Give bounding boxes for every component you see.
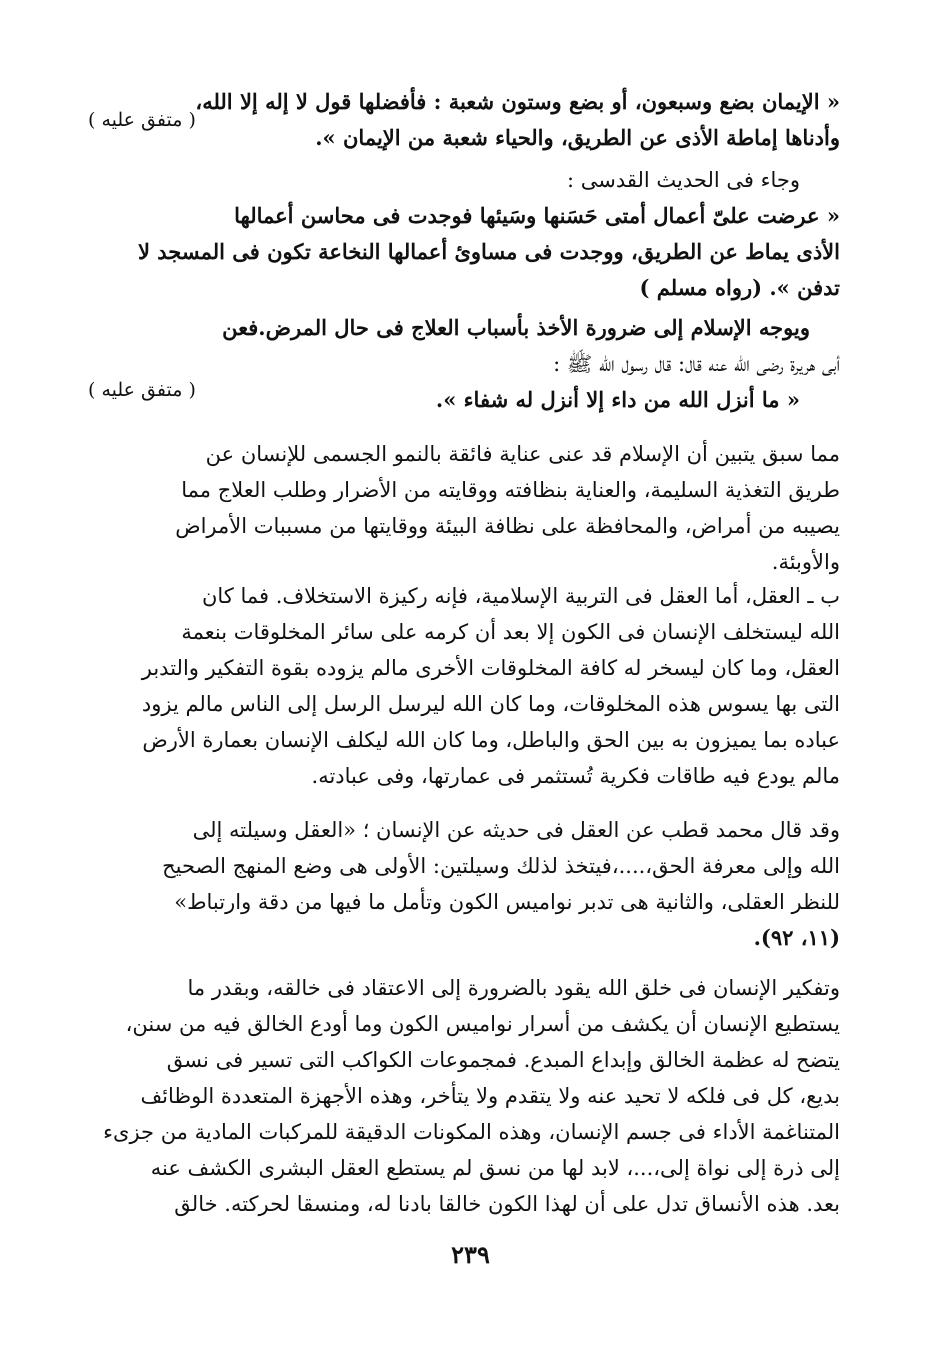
qudsi-line-2: الأذى يماط عن الطريق، ووجدت فى مساوئ أعمالها النخاعة تكون فى المسجد لا (137, 239, 840, 264)
hadith-faith-reference: ( متفق عليه ) (88, 109, 196, 131)
thinking-block (88, 970, 840, 1222)
medicine-line-1: ويوجه الإسلام إلى ضرورة الأخذ بأسباب العلاج فى حال المرض.فعن (222, 315, 810, 340)
qutb-citation: (١١، ٩٢). (753, 925, 840, 950)
qudsi-line-1: « عرضت علىّ أعمال أمتى حَسَنها وسَيئها فوجدت فى محاسن أعمالها (234, 203, 840, 228)
medicine-reference: ( متفق عليه ) (88, 379, 196, 401)
medicine-block (88, 310, 840, 418)
thinking-line-3: يتضح له عظمة الخالق وإبداع المبدع. فمجموعات الكواكب التى تسير فى نسق (166, 1048, 840, 1072)
hadith-faith-row-2 (88, 109, 840, 156)
thinking-line-6: إلى ذرة إلى نواة إلى،...، لابد لها من نسق لم يستطع العقل البشرى الكشف عنه (150, 1156, 840, 1180)
page-number: ٢٣٩ (451, 1240, 490, 1269)
mind-line-2: الله ليستخلف الإنسان فى الكون إلا بعد أن كرمه على سائر المخلوقات بنعمة (181, 620, 840, 644)
summary-line-4: والأوبئة. (771, 550, 840, 574)
hadith-faith-line-1: « الإيمان بضع وسبعون، أو بضع وستون شعبة : فأفضلها قول لا إله إلا الله، (195, 89, 840, 114)
summary-block (88, 436, 840, 580)
mind-line-5: عباده بما يميزون به بين الحق والباطل، وما كان الله ليكلف الإنسان بعمارة الأرض (142, 728, 840, 752)
qudsi-intro: وجاء فى الحديث القدسى : (567, 168, 800, 192)
qudsi-hadith-block (88, 162, 840, 306)
thinking-line-1: وتفكير الإنسان فى خلق الله يقود بالضرورة إلى الاعتقاد فى خالقه، وبقدر ما (187, 976, 840, 1000)
mind-line-4: التى بها يسوس هذه المخلوقات، وما كان الله ليرسل الرسل إلى الناس مالم يزود (141, 692, 840, 716)
thinking-line-2: يستطيع الإنسان أن يكشف من أسرار نواميس الكون وما أودع الخالق فيه من سنن، (125, 1012, 840, 1036)
medicine-line-2: أبى هريرة رضى الله عنه قال: قال رسول الله ﷺ : (553, 352, 840, 376)
hadith-faith-block (88, 84, 840, 156)
medicine-hadith: « ما أنزل الله من داء إلا أنزل له شفاء ». (435, 387, 800, 412)
summary-line-2: طريق التغذية السليمة، والعناية بنظافته ووقايته من الأضرار وطلب العلاج مما (181, 478, 840, 502)
qutb-quote-block (88, 812, 840, 956)
medicine-hadith-row (88, 379, 840, 418)
hadith-faith-line-2: وأدناها إماطة الأذى عن الطريق، والحياء شعبة من الإيمان ». (315, 125, 840, 150)
summary-line-3: يصيبه من أمراض، والمحافظة على نظافة البيئة ووقايتها من مسببات الأمراض (175, 514, 840, 538)
mind-line-1: ب ـ العقل، أما العقل فى التربية الإسلامية، فإنه ركيزة الاستخلاف. فما كان (201, 584, 840, 608)
qutb-line-3: للنظر العقلى، والثانية هى تدبر نواميس الكون وتأمل ما فيها من دقة وارتباط» (174, 890, 840, 914)
thinking-line-7: بعد. هذه الأنساق تدل على أن لهذا الكون خالقا بادنا له، ومنسقا لحركته. خالق (174, 1192, 840, 1216)
thinking-line-4: بديع، كل فى فلكه لا تحيد عنه ولا يتقدم ولا يتأخر، وهذه الأجهزة المتعددة الوظائف (140, 1084, 840, 1108)
qutb-line-2: الله وإلى معرفة الحق،....،فيتخذ لذلك وسيلتين: الأولى هى وضع المنهج الصحيح (162, 854, 840, 878)
mind-line-6: مالم يودع فيه طاقات فكرية تُستثمر فى عمارتها، وفى عبادته. (311, 764, 840, 788)
summary-line-1: مما سبق يتبين أن الإسلام قد عنى عناية فائقة بالنمو الجسمى للإنسان عن (205, 442, 840, 466)
qudsi-line-3: تدفن ». (رواه مسلم ) (639, 275, 840, 300)
thinking-line-5: المتناغمة الأداء فى جسم الإنسان، وهذه المكونات الدقيقة للمركبات المادية من جزىء (103, 1120, 840, 1144)
qutb-line-1: وقد قال محمد قطب عن العقل فى حديثه عن الإنسان ؛ «العقل وسيلته إلى (192, 818, 840, 842)
mind-line-3: العقل، وما كان ليسخر له كافة المخلوقات الأخرى مالم يزوده بقوة التفكير والتدبر (141, 656, 840, 680)
mind-section-block (88, 578, 840, 794)
